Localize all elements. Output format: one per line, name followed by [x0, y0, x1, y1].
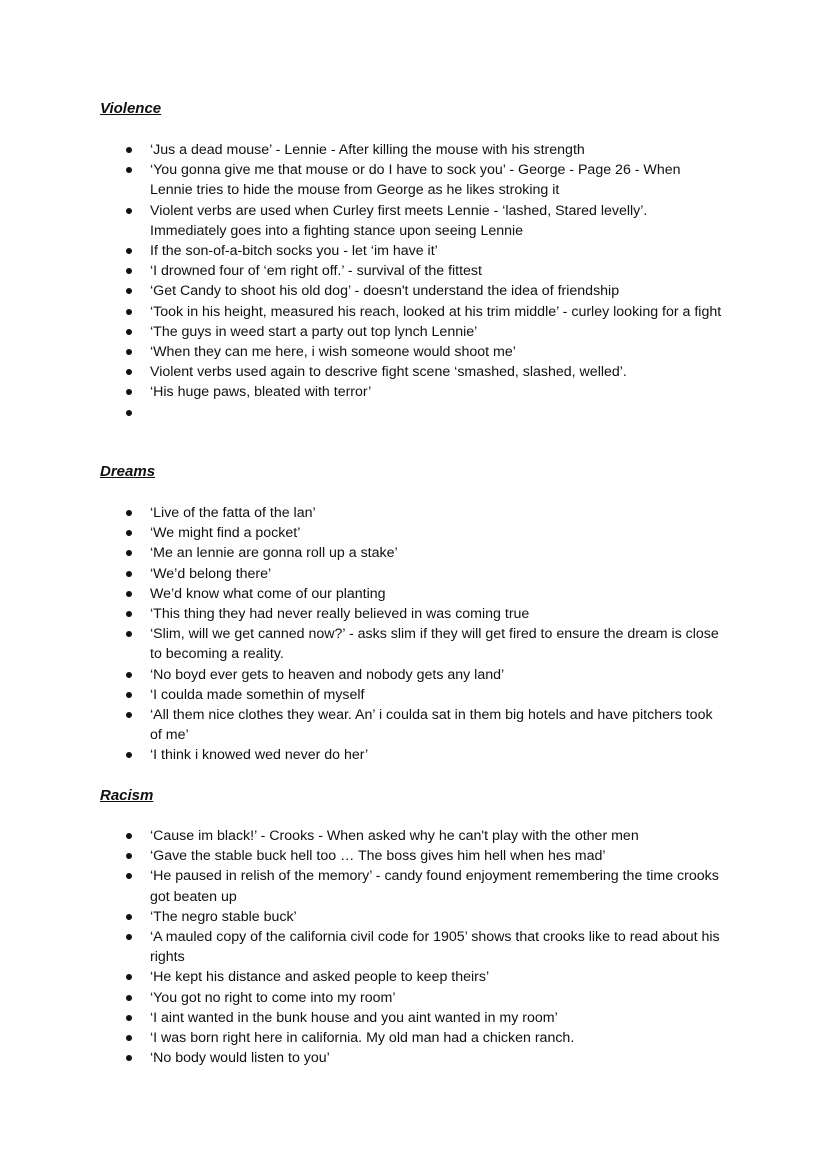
list-item [124, 1028, 724, 1048]
bullet-icon [126, 248, 132, 254]
list-item [124, 503, 724, 523]
bullet-icon [126, 995, 132, 1001]
list-item-text: ‘I was born right here in california. My old man had a chicken ranch. [150, 1030, 575, 1047]
list-item [124, 382, 724, 402]
bullet-icon [126, 510, 132, 516]
list-item-text: ‘You gonna give me that mouse or do I have to sock you’ - George - Page 26 - When Lennie tries to hide the mouse from George as he likes stroking it [150, 162, 681, 199]
list-item [124, 745, 724, 765]
section-heading-violence: Violence [100, 100, 162, 117]
list-item-text: ‘Slim, will we get canned now?’ - asks slim if they will get fired to ensure the dream is close to becoming a reality. [150, 626, 719, 663]
bullet-icon [126, 692, 132, 698]
list-item-text: ‘When they can me here, i wish someone would shoot me’ [150, 344, 516, 361]
list-item [124, 1048, 724, 1068]
section-violence [100, 99, 740, 119]
bullet-icon [126, 873, 132, 879]
list-item [124, 624, 724, 664]
bullet-icon [126, 672, 132, 678]
bullet-list-violence [124, 140, 724, 423]
list-item [124, 523, 724, 543]
list-item-text: Violent verbs are used when Curley first meets Lennie - ‘lashed, Stared levelly’. Immediately goes into a fighting stance upon seeing Lennie [150, 202, 648, 239]
list-item-text: ‘We’d belong there’ [150, 565, 272, 582]
list-item-text: ‘Get Candy to shoot his old dog’ - doesn't understand the idea of friendship [150, 283, 620, 300]
list-item-text: ‘You got no right to come into my room’ [150, 989, 396, 1006]
list-item [124, 584, 724, 604]
bullet-icon [126, 530, 132, 536]
list-item [124, 665, 724, 685]
list-item [124, 160, 724, 200]
bullet-icon [126, 853, 132, 859]
list-item [124, 705, 724, 745]
list-item-text: ‘We might find a pocket’ [150, 525, 301, 542]
section-heading-racism: Racism [100, 787, 154, 804]
list-item-text: ‘I aint wanted in the bunk house and you aint wanted in my room’ [150, 1009, 558, 1026]
list-item [124, 604, 724, 624]
bullet-icon [126, 410, 132, 416]
list-item-text: ‘Me an lennie are gonna roll up a stake’ [150, 545, 398, 562]
list-item-text: ‘The negro stable buck’ [150, 908, 297, 925]
list-item-text: ‘I drowned four of ‘em right off.’ - survival of the fittest [150, 263, 482, 280]
bullet-icon [126, 974, 132, 980]
list-item [124, 140, 724, 160]
list-item [124, 241, 724, 261]
list-item [124, 362, 724, 382]
list-item [124, 826, 724, 846]
list-item [124, 342, 724, 362]
bullet-icon [126, 288, 132, 294]
list-item-text: ‘Jus a dead mouse’ - Lennie - After killing the mouse with his strength [150, 142, 585, 158]
section-heading-dreams: Dreams [100, 463, 156, 480]
list-item [124, 564, 724, 584]
list-item [124, 201, 724, 241]
list-item [124, 1008, 724, 1028]
bullet-icon [126, 369, 132, 375]
list-item-text: ‘No boyd ever gets to heaven and nobody gets any land’ [150, 666, 505, 683]
list-item [124, 322, 724, 342]
list-item-text: ‘I think i knowed wed never do her’ [150, 747, 369, 764]
list-item-text: If the son-of-a-bitch socks you - let ‘im have it’ [150, 243, 438, 260]
bullet-icon [126, 934, 132, 940]
list-item [124, 967, 724, 987]
bullet-icon [126, 167, 132, 173]
bullet-icon [126, 329, 132, 335]
section-dreams [100, 462, 740, 482]
list-item [124, 261, 724, 281]
bullet-icon [126, 631, 132, 637]
bullet-icon [126, 571, 132, 577]
list-item-text [150, 403, 724, 423]
bullet-icon [126, 1015, 132, 1021]
list-item [124, 281, 724, 301]
list-item-text: ‘Gave the stable buck hell too … The boss gives him hell when hes mad’ [150, 848, 606, 865]
list-item-text: ‘Took in his height, measured his reach, looked at his trim middle’ - curley looking for a fight [150, 303, 722, 320]
bullet-icon [126, 309, 132, 315]
bullet-list-racism [124, 826, 724, 1068]
bullet-icon [126, 1035, 132, 1041]
list-item-text: ‘The guys in weed start a party out top lynch Lennie’ [150, 323, 478, 340]
bullet-icon [126, 147, 132, 153]
bullet-icon [126, 349, 132, 355]
list-item-text: ‘I coulda made somethin of myself [150, 686, 365, 703]
bullet-icon [126, 208, 132, 214]
bullet-icon [126, 611, 132, 617]
list-item-text: ‘He paused in relish of the memory’ - candy found enjoyment remembering the time crooks got beaten up [150, 868, 719, 905]
bullet-icon [126, 833, 132, 839]
bullet-icon [126, 389, 132, 395]
list-item-text: Violent verbs used again to descrive fight scene ‘smashed, slashed, welled’. [150, 364, 627, 381]
list-item [124, 988, 724, 1008]
bullet-icon [126, 550, 132, 556]
list-item-text: ‘No body would listen to you’ [150, 1050, 330, 1067]
list-item-text: ‘He kept his distance and asked people to keep theirs’ [150, 969, 490, 986]
list-item-text: ‘All them nice clothes they wear. An’ i coulda sat in them big hotels and have pitchers took of me’ [150, 707, 713, 744]
list-item-text: ‘Cause im black!’ - Crooks - When asked why he can't play with the other men [150, 828, 639, 844]
bullet-icon [126, 712, 132, 718]
bullet-list-dreams [124, 503, 724, 766]
bullet-icon [126, 914, 132, 920]
list-item [124, 907, 724, 927]
bullet-icon [126, 1055, 132, 1061]
list-item [124, 866, 724, 906]
bullet-icon [126, 752, 132, 758]
list-item-text: ‘His huge paws, bleated with terror’ [150, 384, 372, 401]
list-item [124, 846, 724, 866]
list-item [124, 685, 724, 705]
bullet-icon [126, 591, 132, 597]
list-item [124, 403, 724, 423]
list-item-text: ‘A mauled copy of the california civil code for 1905’ shows that crooks like to read about his rights [150, 929, 720, 966]
list-item-text: ‘This thing they had never really believed in was coming true [150, 606, 530, 623]
list-item-text: ‘Live of the fatta of the lan’ [150, 505, 316, 521]
list-item-text: We’d know what come of our planting [150, 585, 386, 602]
list-item [124, 543, 724, 563]
section-racism [100, 786, 740, 806]
list-item [124, 302, 724, 322]
list-item [124, 927, 724, 967]
bullet-icon [126, 268, 132, 274]
